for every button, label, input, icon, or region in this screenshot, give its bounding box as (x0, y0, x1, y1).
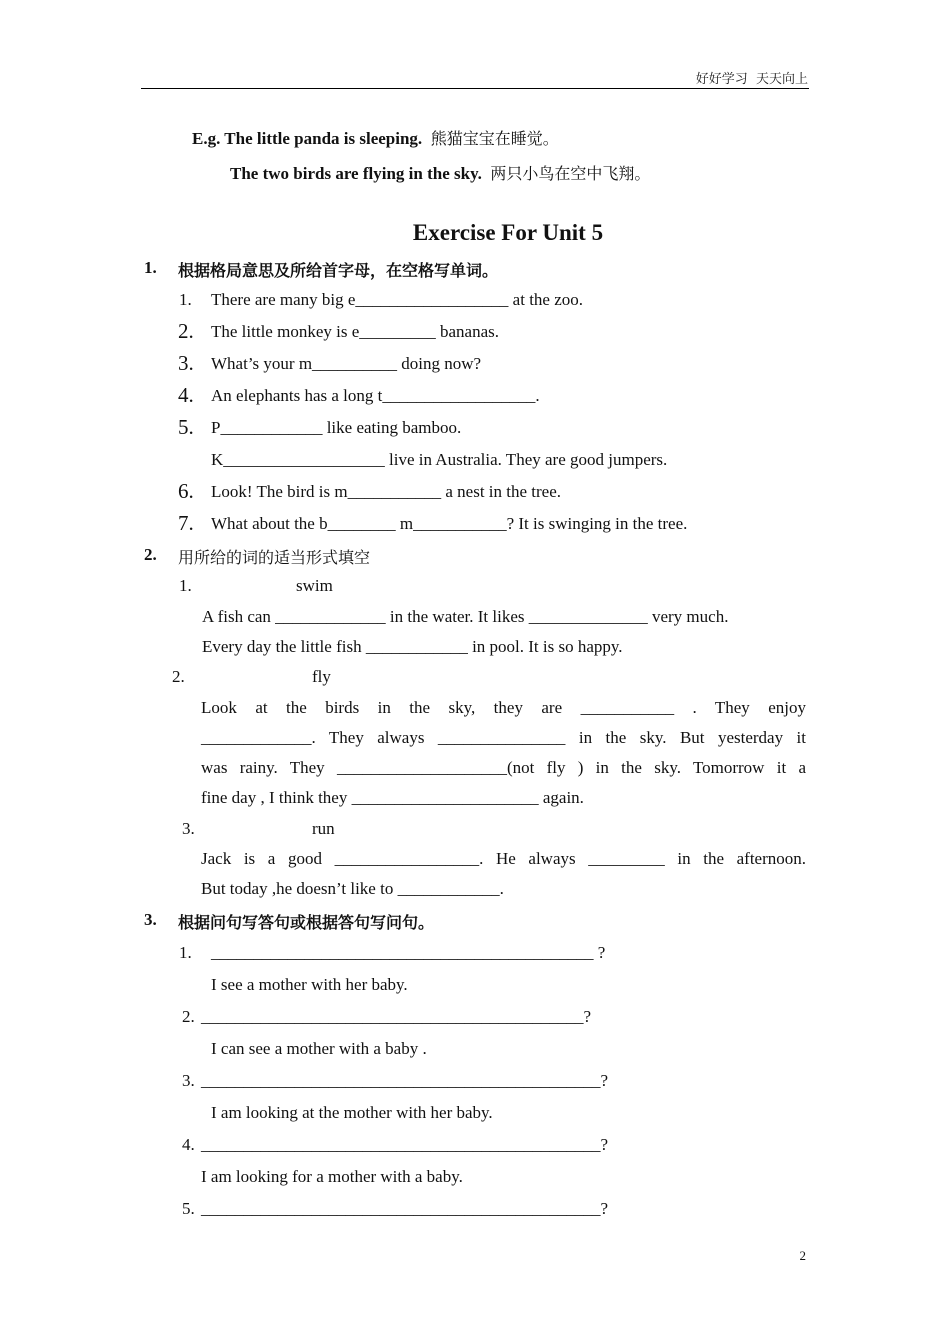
s1-item-6-number: 6. (178, 479, 194, 503)
s2-q3-line-2: But today ,he doesn’t like to ____________. (201, 879, 504, 898)
s1-item-5b-text: K___________________ live in Australia. They are good jumpers. (211, 450, 668, 469)
s3-item-1-answer: I see a mother with her baby. (211, 975, 408, 994)
s2-q2-line-4: fine day , I think they ______________________ again. (201, 788, 584, 807)
page-title: Exercise For Unit 5 (412, 220, 604, 245)
section-1-heading: 根据格局意思及所给首字母，在空格写单词。 (178, 261, 499, 280)
s2-q3-word: run (312, 819, 335, 838)
example-2 (230, 161, 650, 184)
s1-item-5-number: 5. (178, 415, 194, 439)
s2-q2-number: 2. (172, 667, 185, 686)
s3-item-2-number: 2. (182, 1007, 195, 1026)
s2-q3-number: 3. (182, 819, 195, 838)
s3-item-4-answer: I am looking for a mother with a baby. (201, 1167, 463, 1186)
example-1 (192, 126, 559, 149)
s2-q2-line-3: was rainy. They ____________________(not fly ) in the sky. Tomorrow it a (201, 758, 806, 777)
s3-item-2-blank: _____________________________________________? (201, 1007, 592, 1026)
s1-item-7-number: 7. (178, 511, 194, 535)
s3-item-5-number: 5. (182, 1199, 195, 1218)
s3-item-4-blank: _______________________________________________? (201, 1135, 609, 1154)
s1-item-4-number: 4. (178, 383, 194, 407)
section-2-number: 2. (144, 545, 157, 564)
section-3-heading: 根据问句写答句或根据答句写问句。 (178, 913, 435, 932)
header-rule (141, 88, 809, 89)
s1-item-1-text: There are many big e__________________ at the zoo. (211, 290, 584, 309)
s2-q3-line-1: Jack is a good _________________. He always _________ in the afternoon. (201, 849, 806, 868)
s1-item-3-text: What’s your m__________ doing now? (211, 354, 482, 373)
s1-item-1-number: 1. (179, 290, 192, 309)
section-1-number: 1. (144, 258, 157, 277)
s1-item-3-number: 3. (178, 351, 194, 375)
s2-q1-number: 1. (179, 576, 192, 595)
s1-item-2-number: 2. (178, 319, 194, 343)
s3-item-1-number: 1. (179, 943, 192, 962)
s1-item-4-text: An elephants has a long t__________________. (211, 386, 540, 405)
example-2-chinese: 两只小鸟在空中飞翔。 (490, 164, 651, 183)
section-3-number: 3. (144, 910, 157, 929)
page-number: 2 (799, 1248, 806, 1263)
s1-item-2-text: The little monkey is e_________ bananas. (211, 322, 499, 341)
s2-q2-line-2: _____________. They always _______________ in the sky. But yesterday it (201, 728, 806, 747)
example-1-english: E.g. The little panda is sleeping. (192, 129, 423, 148)
s2-q1-word: swim (296, 576, 333, 595)
section-2-heading: 用所给的词的适当形式填空 (178, 548, 371, 567)
s3-item-3-number: 3. (182, 1071, 195, 1090)
s3-item-3-answer: I am looking at the mother with her baby. (211, 1103, 493, 1122)
s2-q2-line-1: Look at the birds in the sky, they are ___________ . They enjoy (201, 698, 806, 717)
s2-q1-line-1: A fish can _____________ in the water. It likes ______________ very much. (202, 607, 729, 626)
example-1-chinese: 熊猫宝宝在睡觉。 (430, 129, 559, 148)
s1-item-5-text: P____________ like eating bamboo. (211, 418, 462, 437)
s2-q1-line-2: Every day the little fish ____________ in pool. It is so happy. (202, 637, 623, 656)
s3-item-4-number: 4. (182, 1135, 195, 1154)
s3-item-2-answer: I can see a mother with a baby . (211, 1039, 427, 1058)
s2-q2-word: fly (312, 667, 331, 686)
s3-item-1-blank: _____________________________________________ ? (211, 943, 606, 962)
s1-item-6-text: Look! The bird is m___________ a nest in the tree. (211, 482, 562, 501)
s3-item-3-blank: _______________________________________________? (201, 1071, 609, 1090)
s1-item-7-text: What about the b________ m___________? It is swinging in the tree. (211, 514, 688, 533)
page-header: 好好学习 天天向上 (695, 72, 808, 87)
s3-item-5-blank: _______________________________________________? (201, 1199, 609, 1218)
example-2-english: The two birds are flying in the sky. (230, 164, 482, 183)
